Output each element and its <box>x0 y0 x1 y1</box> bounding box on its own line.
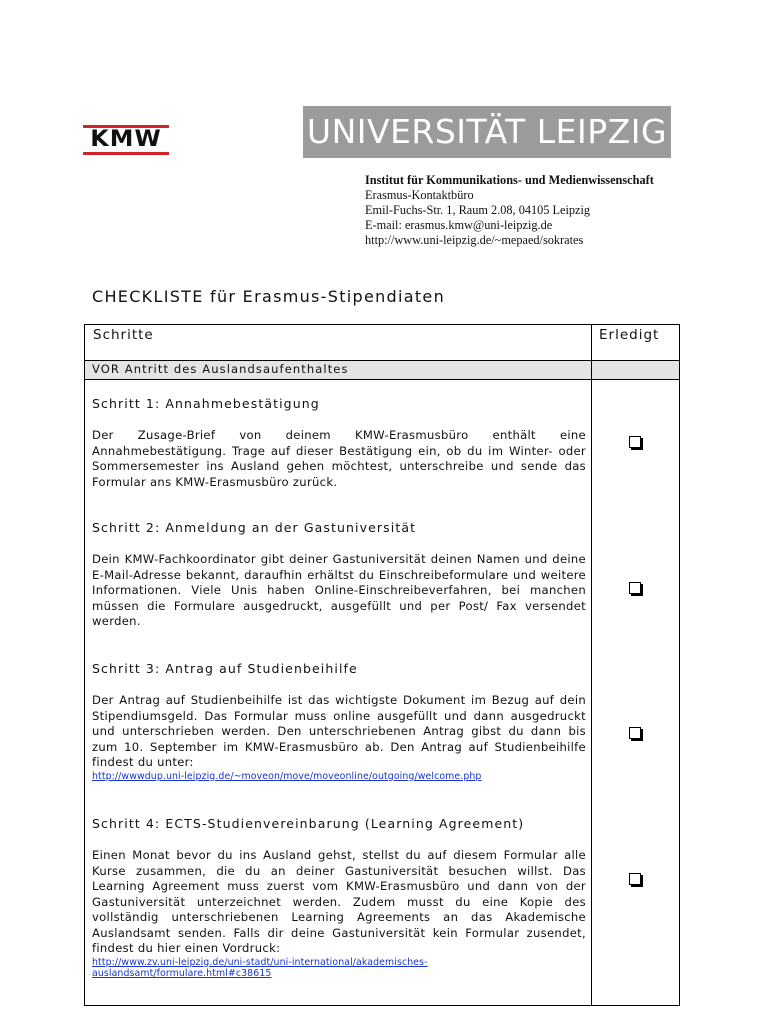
email-address: E-mail: erasmus.kmw@uni-leipzig.de <box>365 218 553 232</box>
studienbeihilfe-link[interactable]: http://wwwdup.uni-leipzig.de/~moveon/move/moveonline/outgoing/welcome.php <box>92 770 482 782</box>
step-1-checkbox[interactable] <box>629 436 641 448</box>
step-title: Schritt 1: Annahmebestätigung <box>92 396 320 411</box>
step-description: Dein KMW-Fachkoordinator gibt deiner Gastuniversität deinen Namen und deine E-Mail-Adresse bekannt, daraufhin erhältst du Einschreibeformulare und weitere Informationen. Viele Unis haben Online-Einschreibeverfahren, bei manchen müssen die Formulare ausgedruckt, ausgefüllt und per Post/ Fax versendet werden. <box>92 552 586 628</box>
kmw-logo <box>83 125 169 157</box>
step-title: Schritt 4: ECTS-Studienvereinbarung (Learning Agreement) <box>92 816 525 831</box>
checklist-step-4 <box>92 816 586 979</box>
step-title: Schritt 3: Antrag auf Studienbeihilfe <box>92 661 358 676</box>
learning-agreement-link[interactable]: http://www.zv.uni-leipzig.de/uni-stadt/uni-international/akademisches-auslandsamt/formulare.html#c38615 <box>92 956 428 979</box>
kmw-logo-text: KMW <box>90 127 162 152</box>
office-name: Erasmus-Kontaktbüro <box>365 188 474 202</box>
website-address: http://www.uni-leipzig.de/~mepaed/sokrates <box>365 233 584 247</box>
step-description: Der Zusage-Brief von deinem KMW-Erasmusbüro enthält eine Annahmebestätigung. Trage auf dieser Bestätigung ein, ob du im Winter- oder Sommersemester ins Ausland gehen möchtest, unterschreibe und sende das Formular ans KMW-Erasmusbüro zurück. <box>92 428 586 489</box>
checklist-table <box>84 324 680 1006</box>
section-row-border <box>85 379 679 380</box>
section-column-divider <box>591 361 592 379</box>
checklist-step-2 <box>92 520 586 630</box>
institute-name: Institut für Kommunikations- und Medienwissenschaft <box>365 173 654 187</box>
section-label: VOR Antritt des Auslandsaufenthaltes <box>92 362 349 376</box>
step-title: Schritt 2: Anmeldung an der Gastuniversität <box>92 520 417 535</box>
step-4-checkbox[interactable] <box>629 873 641 885</box>
step-2-checkbox[interactable] <box>629 582 641 594</box>
checklist-step-3 <box>92 661 586 782</box>
step-3-checkbox[interactable] <box>629 727 641 739</box>
column-header-steps: Schritte <box>93 327 154 343</box>
checklist-step-1 <box>92 396 586 490</box>
kmw-logo-bottom-bar <box>83 152 169 155</box>
address-block <box>365 173 705 248</box>
step-description: Einen Monat bevor du ins Ausland gehst, stellst du auf diesem Formular alle Kurse zusammen, die du an deiner Gastuniversität besuchen willst. Das Learning Agreement muss zuerst vom KMW-Erasmusbüro und dann von der Gastuniversität unterzeichnet werden. Zudem musst du eine Kopie des vollständig unterschriebenen Learning Agreements an das Akademische Auslandsamt senden. Falls dir deine Gastuniversität kein Formular zusendet, findest du hier einen Vordruck: <box>92 848 586 955</box>
column-header-done: Erledigt <box>599 327 660 343</box>
column-divider <box>591 325 592 1005</box>
street-address: Emil-Fuchs-Str. 1, Raum 2.08, 04105 Leipzig <box>365 203 591 217</box>
document-title: CHECKLISTE für Erasmus-Stipendiaten <box>92 287 446 306</box>
step-description: Der Antrag auf Studienbeihilfe ist das wichtigste Dokument im Bezug auf dein Stipendiumsgeld. Das Formular muss online ausgefüllt und dann ausgedruckt und unterschrieben werden. Den unterschriebenen Antrag gibst du dann bis zum 10. September im KMW-Erasmusbüro ab. Den Antrag auf Studienbeihilfe findest du unter: <box>92 693 586 769</box>
section-row <box>85 361 679 379</box>
university-logo: UNIVERSITÄT LEIPZIG <box>303 106 671 158</box>
